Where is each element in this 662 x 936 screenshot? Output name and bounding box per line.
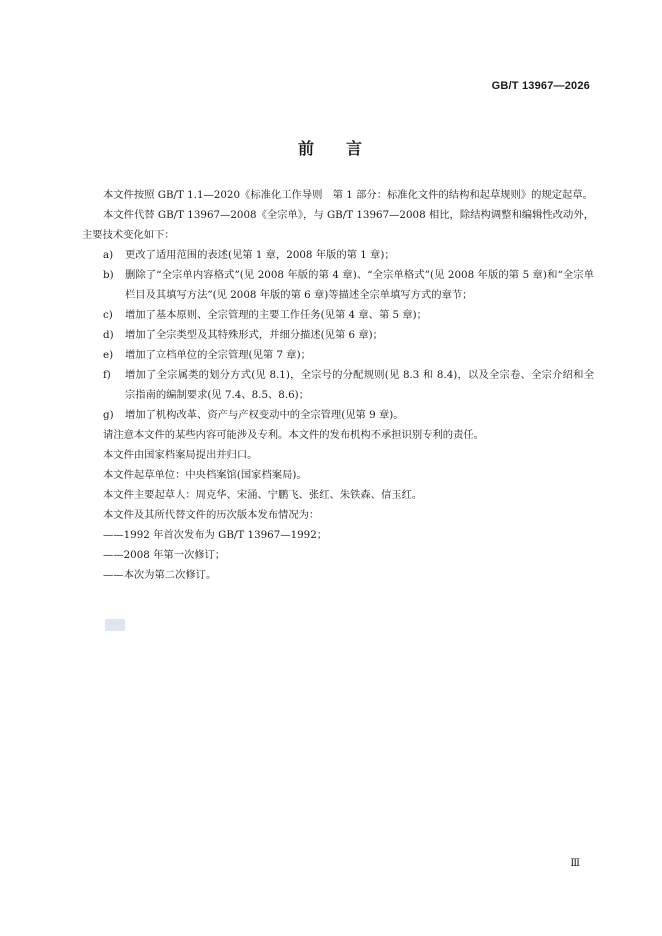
proposer-statement: 本文件由国家档案局提出并归口。 [103,449,258,461]
foreword-body [82,185,594,585]
patent-notice: 请注意本文件的某些内容可能涉及专利。本文件的发布机构不承担识别专利的责任。 [103,429,484,441]
list-item-mark: b) [103,269,114,281]
list-item-text: 增加了全宗类型及其特殊形式，并细分描述(见第 6 章)； [125,329,383,341]
list-item-text: 增加了全宗属类的划分方式(见 8.1)，全宗号的分配规则(见 8.3 和 8.4)，以及全宗卷、全宗介绍和全宗指南的编制要求(见 7.4、8.5、8.6)； [125,369,594,401]
list-item [82,265,594,305]
list-item [82,345,594,365]
list-item [82,305,594,325]
paragraph-replacement: 本文件代替 GB/T 13967—2008《全宗单》，与 GB/T 13967—2008 相比，除结构调整和编辑性改动外，主要技术变化如下： [82,209,594,241]
title-char-2: 言 [346,139,365,158]
list-item-text: 增加了基本原则、全宗管理的主要工作任务(见第 4 章、第 5 章)； [125,309,427,321]
list-item-mark: a) [103,249,114,261]
list-item-text: 增加了立档单位的全宗管理(见第 7 章)； [125,349,311,361]
list-item-mark: e) [103,349,114,361]
history-item: ——本次为第二次修订。 [103,569,217,581]
history-item: ——2008 年第一次修订； [103,549,226,561]
list-item [82,405,594,425]
list-item-mark: g) [103,409,114,421]
list-item [82,245,594,265]
watermark-logo-icon [105,619,125,631]
list-item-text: 更改了适用范围的表述(见第 1 章，2008 年版的第 1 章)； [125,249,395,261]
paragraph-drafting-rules: 本文件按照 GB/T 1.1—2020《标准化工作导则 第 1 部分：标准化文件的结构和起草规则》的规定起草。 [103,189,593,201]
page-title [0,136,662,159]
standard-code: GB/T 13967—2026 [491,80,590,92]
list-item-text: 删除了“全宗单内容格式”(见 2008 年版的第 4 章)、“全宗单格式”(见 2008 年版的第 5 章)和“全宗单栏目及其填写方法”(见 2008 年版的第 6 章)等描述全宗单填写方式的章节； [125,269,594,301]
drafters: 本文件主要起草人：周克华、宋涌、宁鹏飞、张红、朱铁森、信玉红。 [103,489,423,501]
history-list [82,525,594,585]
list-item [82,365,594,405]
history-item: ——1992 年首次发布为 GB/T 13967—1992； [103,529,328,541]
list-item-mark: d) [103,329,114,341]
list-item [82,325,594,345]
list-item-text: 增加了机构改革、资产与产权变动中的全宗管理(见第 9 章)。 [125,409,404,421]
page-number: Ⅲ [570,858,580,869]
changes-list [82,245,594,425]
title-char-1: 前 [297,139,316,158]
drafting-unit: 本文件起草单位：中央档案馆(国家档案局)。 [103,469,307,481]
list-item-mark: f) [103,369,111,381]
history-intro: 本文件及其所代替文件的历次版本发布情况为： [103,509,320,521]
list-item-mark: c) [103,309,113,321]
